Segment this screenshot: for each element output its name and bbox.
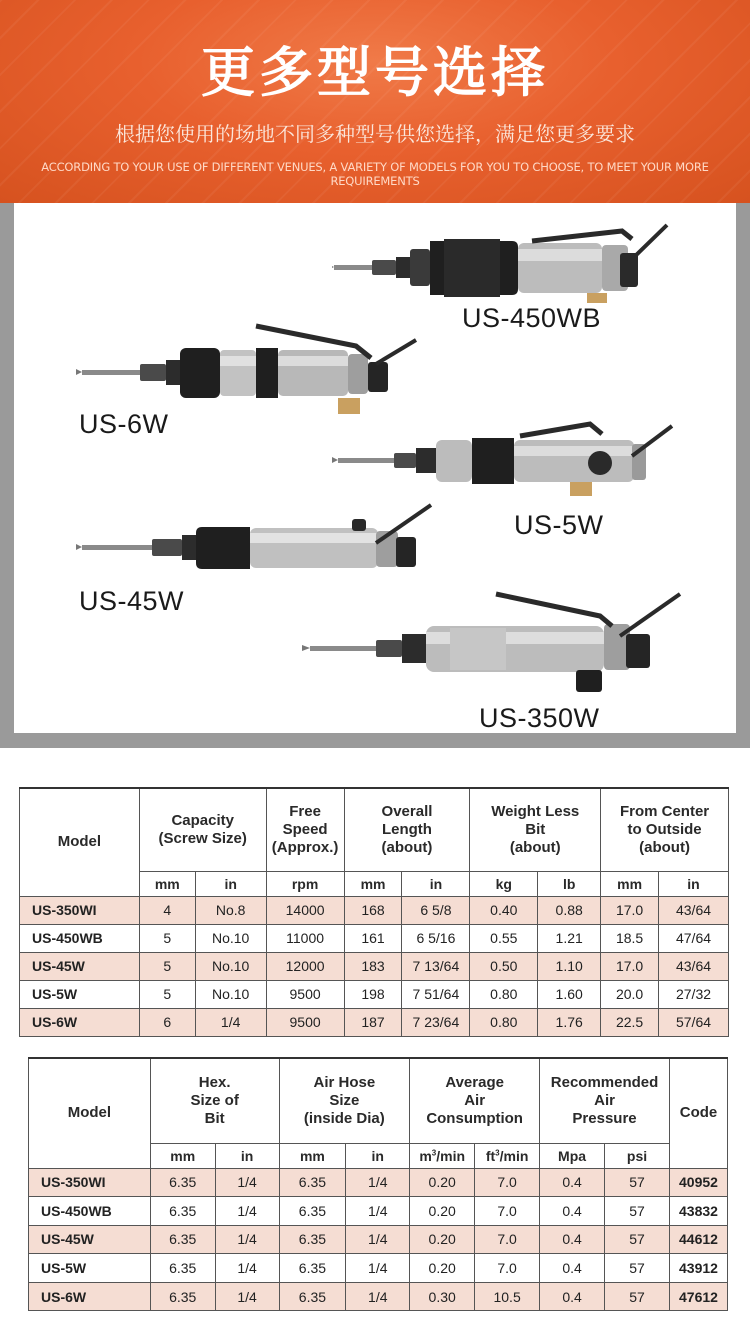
value-cell: 9500 [266, 980, 344, 1008]
tool-label-us-6w: US-6W [79, 409, 169, 439]
value-cell: No.10 [195, 924, 266, 952]
tool-label-us-450wb: US-450WB [462, 303, 602, 333]
model-cell: US-6W [29, 1282, 151, 1311]
value-cell: 1/4 [346, 1254, 410, 1283]
value-cell: 6.35 [279, 1254, 346, 1283]
value-cell: 0.55 [470, 924, 538, 952]
value-cell: 12000 [266, 952, 344, 980]
value-cell: 1/4 [346, 1225, 410, 1254]
value-cell: 10.5 [475, 1282, 540, 1311]
value-cell: 0.88 [538, 896, 601, 924]
value-cell: 9500 [266, 1008, 344, 1036]
value-cell: No.8 [195, 896, 266, 924]
value-cell: 57 [605, 1225, 670, 1254]
value-cell: 187 [344, 1008, 402, 1036]
unit-cell: in [195, 871, 266, 896]
table-row [20, 980, 729, 1008]
tool-image-us-450wb [332, 213, 672, 313]
table-row [20, 896, 729, 924]
value-cell: 18.5 [601, 924, 659, 952]
value-cell: 43/64 [659, 896, 729, 924]
value-cell: 0.30 [410, 1282, 475, 1311]
table-row [29, 1168, 728, 1197]
model-cell: US-45W [29, 1225, 151, 1254]
value-cell: 7 23/64 [402, 1008, 470, 1036]
value-cell: No.10 [195, 980, 266, 1008]
value-cell: 0.80 [470, 1008, 538, 1036]
value-cell: 1.76 [538, 1008, 601, 1036]
value-cell: 6 [139, 1008, 195, 1036]
banner-subtitle: 根据您使用的场地不同多种型号供您选择，满足您更多要求 [115, 122, 635, 146]
unit-cell: in [346, 1143, 410, 1168]
header-overall-length: Overall Length (about) [344, 788, 470, 871]
value-cell: 40952 [669, 1168, 727, 1197]
value-cell: 168 [344, 896, 402, 924]
value-cell: 1.60 [538, 980, 601, 1008]
value-cell: 0.20 [410, 1254, 475, 1283]
header-air-pressure: Recommended Air Pressure [540, 1058, 670, 1143]
model-cell: US-45W [20, 952, 140, 980]
header-capacity: Capacity (Screw Size) [139, 788, 266, 871]
value-cell: 5 [139, 952, 195, 980]
header-from-center: From Center to Outside (about) [601, 788, 729, 871]
header-model: Model [20, 788, 140, 896]
tool-label-us-5w: US-5W [514, 510, 604, 540]
value-cell: 57 [605, 1197, 670, 1226]
table-row [29, 1254, 728, 1283]
model-cell: US-350WI [29, 1168, 151, 1197]
value-cell: 57 [605, 1282, 670, 1311]
unit-cell: psi [605, 1143, 670, 1168]
value-cell: 27/32 [659, 980, 729, 1008]
value-cell: 43/64 [659, 952, 729, 980]
unit-cell: mm [150, 1143, 215, 1168]
table-row [29, 1225, 728, 1254]
table-row [29, 1282, 728, 1311]
value-cell: 47612 [669, 1282, 727, 1311]
value-cell: 6 5/8 [402, 896, 470, 924]
banner-title: 更多型号选择 [201, 41, 549, 104]
unit-cell: rpm [266, 871, 344, 896]
value-cell: 1.21 [538, 924, 601, 952]
unit-cell: mm [279, 1143, 346, 1168]
value-cell: 0.50 [470, 952, 538, 980]
header-hex-size: Hex. Size of Bit [150, 1058, 279, 1143]
value-cell: 14000 [266, 896, 344, 924]
table-row [20, 924, 729, 952]
value-cell: 1/4 [346, 1282, 410, 1311]
value-cell: 44612 [669, 1225, 727, 1254]
table2-body [29, 1168, 728, 1311]
header-code: Code [669, 1058, 727, 1168]
header-model: Model [29, 1058, 151, 1168]
unit-cell: kg [470, 871, 538, 896]
value-cell: 5 [139, 980, 195, 1008]
value-cell: 7.0 [475, 1197, 540, 1226]
unit-cell: mm [344, 871, 402, 896]
value-cell: 17.0 [601, 896, 659, 924]
model-cell: US-350WI [20, 896, 140, 924]
value-cell: 0.4 [540, 1282, 605, 1311]
unit-cell: in [659, 871, 729, 896]
value-cell: 183 [344, 952, 402, 980]
tool-image-us-5w [332, 418, 677, 503]
value-cell: 0.40 [470, 896, 538, 924]
value-cell: 0.20 [410, 1197, 475, 1226]
product-gallery [14, 203, 736, 733]
model-cell: US-5W [29, 1254, 151, 1283]
value-cell: 0.4 [540, 1254, 605, 1283]
value-cell: 17.0 [601, 952, 659, 980]
value-cell: 198 [344, 980, 402, 1008]
value-cell: No.10 [195, 952, 266, 980]
value-cell: 0.20 [410, 1168, 475, 1197]
value-cell: 7.0 [475, 1254, 540, 1283]
table-row [20, 1008, 729, 1036]
value-cell: 1/4 [215, 1282, 279, 1311]
model-cell: US-5W [20, 980, 140, 1008]
value-cell: 6.35 [279, 1197, 346, 1226]
value-cell: 1.10 [538, 952, 601, 980]
value-cell: 6.35 [150, 1197, 215, 1226]
unit-cell: mm [139, 871, 195, 896]
value-cell: 6.35 [279, 1225, 346, 1254]
value-cell: 1/4 [215, 1168, 279, 1197]
value-cell: 0.20 [410, 1225, 475, 1254]
value-cell: 6.35 [150, 1225, 215, 1254]
value-cell: 7.0 [475, 1168, 540, 1197]
value-cell: 7 51/64 [402, 980, 470, 1008]
unit-cell: mm [601, 871, 659, 896]
header-weight: Weight Less Bit (about) [470, 788, 601, 871]
value-cell: 1/4 [215, 1225, 279, 1254]
tool-image-us-350w [300, 586, 685, 701]
value-cell: 11000 [266, 924, 344, 952]
value-cell: 57 [605, 1254, 670, 1283]
value-cell: 6.35 [279, 1282, 346, 1311]
spec-table-performance [19, 787, 729, 1037]
value-cell: 20.0 [601, 980, 659, 1008]
unit-cell: $m^3/\min$ [410, 1143, 475, 1168]
value-cell: 1/4 [195, 1008, 266, 1036]
header-air-hose: Air Hose Size (inside Dia) [279, 1058, 410, 1143]
value-cell: 0.4 [540, 1225, 605, 1254]
header-air-consumption: Average Air Consumption [410, 1058, 540, 1143]
value-cell: 0.4 [540, 1197, 605, 1226]
value-cell: 43912 [669, 1254, 727, 1283]
value-cell: 1/4 [215, 1197, 279, 1226]
unit-cell: $ft^3/\min$ [475, 1143, 540, 1168]
table-row [29, 1197, 728, 1226]
value-cell: 57/64 [659, 1008, 729, 1036]
unit-cell: lb [538, 871, 601, 896]
value-cell: 47/64 [659, 924, 729, 952]
table1-body [20, 896, 729, 1036]
value-cell: 161 [344, 924, 402, 952]
unit-cell: in [215, 1143, 279, 1168]
value-cell: 1/4 [346, 1197, 410, 1226]
tool-label-us-45w: US-45W [79, 586, 185, 616]
value-cell: 0.4 [540, 1168, 605, 1197]
unit-cell: Mpa [540, 1143, 605, 1168]
value-cell: 6.35 [279, 1168, 346, 1197]
value-cell: 4 [139, 896, 195, 924]
unit-cell: in [402, 871, 470, 896]
header-free-speed: Free Speed (Approx.) [266, 788, 344, 871]
value-cell: 6.35 [150, 1282, 215, 1311]
product-panel [0, 203, 750, 748]
model-cell: US-450WB [20, 924, 140, 952]
value-cell: 1/4 [346, 1168, 410, 1197]
tool-label-us-350w: US-350W [479, 703, 600, 733]
value-cell: 6 5/16 [402, 924, 470, 952]
table-row [20, 952, 729, 980]
value-cell: 57 [605, 1168, 670, 1197]
banner-english-subtitle: ACCORDING TO YOUR USE OF DIFFERENT VENUES, A VARIETY OF MODELS FOR YOU TO CHOOSE, TO MEET YOUR MORE REQUIREMENTS [41, 160, 709, 188]
spec-table-air [28, 1057, 728, 1311]
value-cell: 5 [139, 924, 195, 952]
value-cell: 6.35 [150, 1254, 215, 1283]
banner [0, 0, 750, 203]
tool-image-us-45w [76, 501, 436, 581]
model-cell: US-6W [20, 1008, 140, 1036]
value-cell: 22.5 [601, 1008, 659, 1036]
value-cell: 0.80 [470, 980, 538, 1008]
tool-image-us-6w [76, 318, 421, 423]
value-cell: 43832 [669, 1197, 727, 1226]
model-cell: US-450WB [29, 1197, 151, 1226]
value-cell: 7.0 [475, 1225, 540, 1254]
value-cell: 6.35 [150, 1168, 215, 1197]
value-cell: 1/4 [215, 1254, 279, 1283]
value-cell: 7 13/64 [402, 952, 470, 980]
